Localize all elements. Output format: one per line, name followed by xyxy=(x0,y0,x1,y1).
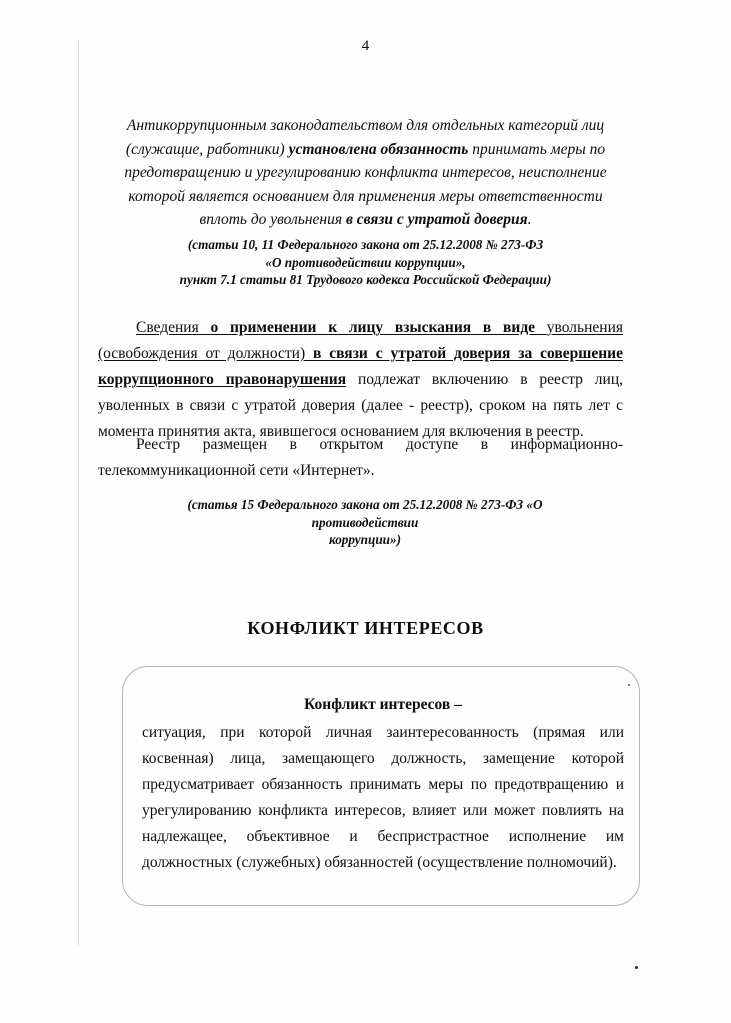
par1-bold-underline-application: о применении к лицу взыскания в виде xyxy=(198,319,547,336)
citation-2-line-2: коррупции») xyxy=(329,532,401,547)
citation-1-line-2: «О противодействии коррупции», xyxy=(265,254,466,270)
page-number: 4 xyxy=(361,38,370,54)
citation-block-1 xyxy=(108,236,623,289)
section-title-conflict-of-interest: КОНФЛИКТ ИНТЕРЕСОВ xyxy=(247,618,484,638)
citation-2-line-1: (статья 15 Федерального закона от 25.12.2008 № 273-ФЗ «О противодействии xyxy=(187,497,543,530)
definition-content xyxy=(142,692,624,876)
par1-underline-dismissal: увольнения (освобождения от должности) xyxy=(98,319,623,362)
body-paragraph-internet xyxy=(98,432,623,484)
intro-text-part2: принимать меры по предотвращению и урегулированию конфликта интересов, неисполнение которой является основанием для применения меры ответственности вплоть до увольнения xyxy=(124,140,607,228)
citation-block-2 xyxy=(150,496,580,549)
par1-underline-svedeniya: Сведения xyxy=(136,319,199,336)
intro-paragraph xyxy=(108,114,623,232)
par1-rest-text: подлежат включению в реестр лиц, уволенных в связи с утратой доверия (далее - реестр), сроком на пять лет с момента принятия акта, явившегося основанием для включения в реестр. xyxy=(98,371,624,440)
intro-bold-loss-of-trust: в связи с утратой доверия xyxy=(345,211,528,228)
citation-1-line-1: (статьи 10, 11 Федерального закона от 25.12.2008 № 273-ФЗ xyxy=(187,237,544,252)
citation-1-line-3: пункт 7.1 статьи 81 Трудового кодекса Российской Федерации) xyxy=(179,272,552,287)
scan-gutter-line xyxy=(78,40,79,945)
par1-bold-underline-corruption: в связи с утратой доверия за совершение коррупционного правонарушения xyxy=(98,345,623,388)
body-paragraph-registry xyxy=(98,315,623,445)
par2-text: Реестр размещен в открытом доступе в информационно-телекоммуникационной сети «Интернет». xyxy=(98,436,623,479)
intro-bold-obligation: установлена обязанность xyxy=(288,140,469,158)
intro-text-part3: . xyxy=(527,211,532,228)
definition-term: Конфликт интересов – xyxy=(304,696,462,713)
intro-text-part1: Антикоррупционным законодательством для отдельных категорий лиц (служащие, работники) xyxy=(125,117,605,158)
definition-body-text: ситуация, при которой личная заинтересованность (прямая или косвенная) лица, замещающего должность, замещение которой предусматривает обязанность принимать меры по предотвращению и урегулированию конфликта интересов, влияет или может повлиять на надлежащее, объективное и беспристрастное исполнение им должностных (служебных) обязанностей (осуществление полномочий). xyxy=(142,724,624,871)
scan-speck-artifact xyxy=(635,966,638,969)
